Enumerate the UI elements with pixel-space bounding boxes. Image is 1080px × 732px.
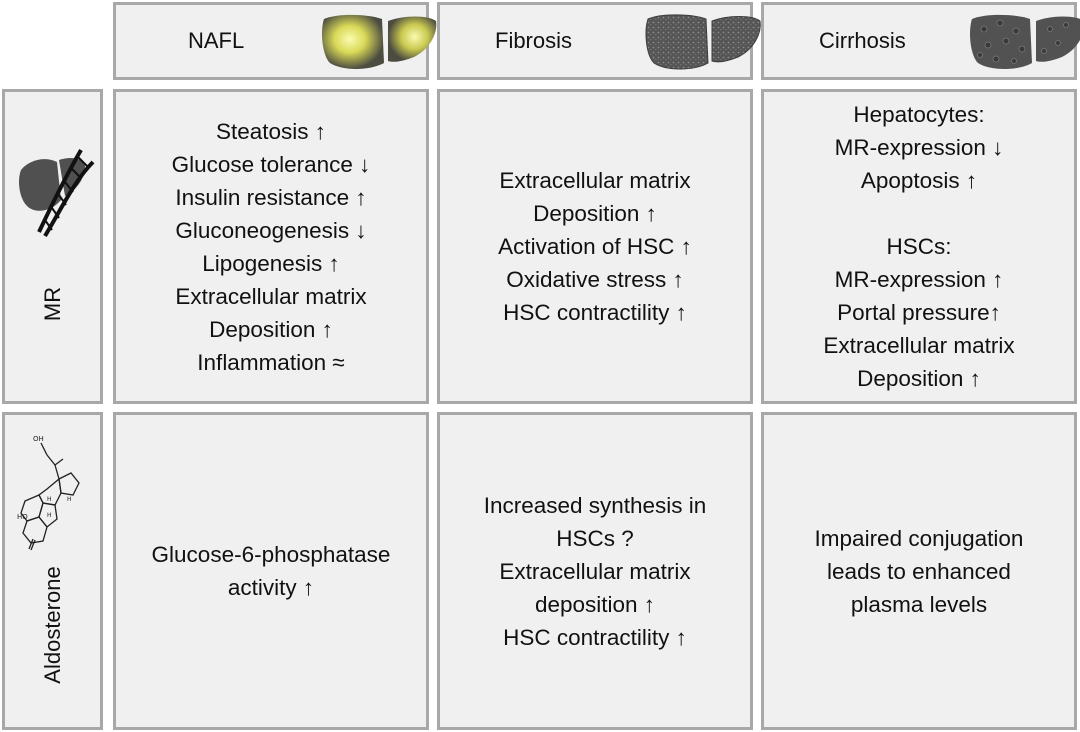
- row-label-aldosterone: Aldosterone: [39, 566, 65, 684]
- cell-line: Impaired conjugation: [814, 525, 1024, 551]
- fatty-liver-icon: [318, 11, 442, 73]
- cell-line: Deposition ↑: [209, 316, 333, 342]
- cell-line: MR-expression ↓: [834, 135, 1004, 160]
- molecule-label-h: H: [47, 496, 52, 503]
- column-label-cirrhosis: Cirrhosis: [819, 28, 906, 53]
- cell-line: Extracellular matrix: [823, 333, 1015, 358]
- cell-line: activity ↑: [227, 575, 315, 600]
- column-header-fibrosis: [437, 2, 753, 80]
- column-label-fibrosis: Fibrosis: [495, 28, 573, 53]
- cell-line: HSC contractility ↑: [503, 300, 687, 325]
- cell-line: Steatosis ↑: [215, 118, 327, 144]
- cirrhotic-liver-icon: [966, 11, 1080, 73]
- cell-aldosterone-cirrhosis: [761, 412, 1077, 730]
- cell-line: Inflammation ≈: [197, 349, 345, 375]
- aldosterone-molecule-icon: [17, 429, 93, 559]
- cell-line: deposition ↑: [534, 591, 656, 617]
- cell-line: leads to enhanced: [827, 558, 1011, 584]
- row-header-mr: [2, 89, 103, 404]
- cell-line: Insulin resistance ↑: [175, 184, 367, 210]
- cell-line: Hepatocytes:: [853, 102, 985, 127]
- cell-line: Deposition ↑: [533, 201, 657, 226]
- cell-line: Increased synthesis in: [483, 492, 707, 518]
- cell-line: HSC contractility ↑: [503, 624, 687, 650]
- cell-line: Apoptosis ↑: [860, 168, 978, 193]
- cell-line: Oxidative stress ↑: [506, 267, 684, 292]
- cell-aldosterone-nafl: [113, 412, 429, 730]
- column-header-nafl: [113, 2, 429, 80]
- fibrotic-liver-icon: [642, 11, 766, 73]
- cell-mr-cirrhosis: [761, 89, 1077, 404]
- molecule-label-h: H: [47, 512, 52, 519]
- row-header-aldosterone: [2, 412, 103, 730]
- liver-dna-icon: [15, 140, 95, 240]
- cell-line: HSCs ?: [556, 525, 634, 551]
- cell-aldosterone-fibrosis: [437, 412, 753, 730]
- molecule-label-h: H: [67, 496, 72, 503]
- molecule-label-ho: HO: [17, 513, 28, 521]
- cell-line: plasma levels: [850, 591, 988, 617]
- column-header-cirrhosis: [761, 2, 1077, 80]
- cell-line: Deposition ↑: [857, 366, 981, 391]
- cell-line: Extracellular matrix: [499, 558, 691, 584]
- molecule-label-oh: OH: [33, 435, 44, 443]
- cell-line: Extracellular matrix: [499, 168, 691, 193]
- cell-mr-nafl: [113, 89, 429, 404]
- cell-line: Activation of HSC ↑: [498, 234, 692, 259]
- cell-line: Extracellular matrix: [175, 283, 367, 309]
- cell-line: Gluconeogenesis ↓: [175, 217, 367, 243]
- cell-line: Portal pressure↑: [837, 300, 1001, 325]
- cell-line: Lipogenesis ↑: [202, 250, 340, 276]
- cell-line: MR-expression ↑: [834, 267, 1004, 292]
- cell-line: HSCs:: [886, 234, 952, 259]
- cell-mr-fibrosis: [437, 89, 753, 404]
- row-label-mr: MR: [39, 286, 65, 322]
- column-label-nafl: NAFL: [188, 28, 245, 53]
- cell-line: Glucose tolerance ↓: [171, 151, 371, 177]
- cell-line: Glucose-6-phosphatase: [151, 542, 391, 567]
